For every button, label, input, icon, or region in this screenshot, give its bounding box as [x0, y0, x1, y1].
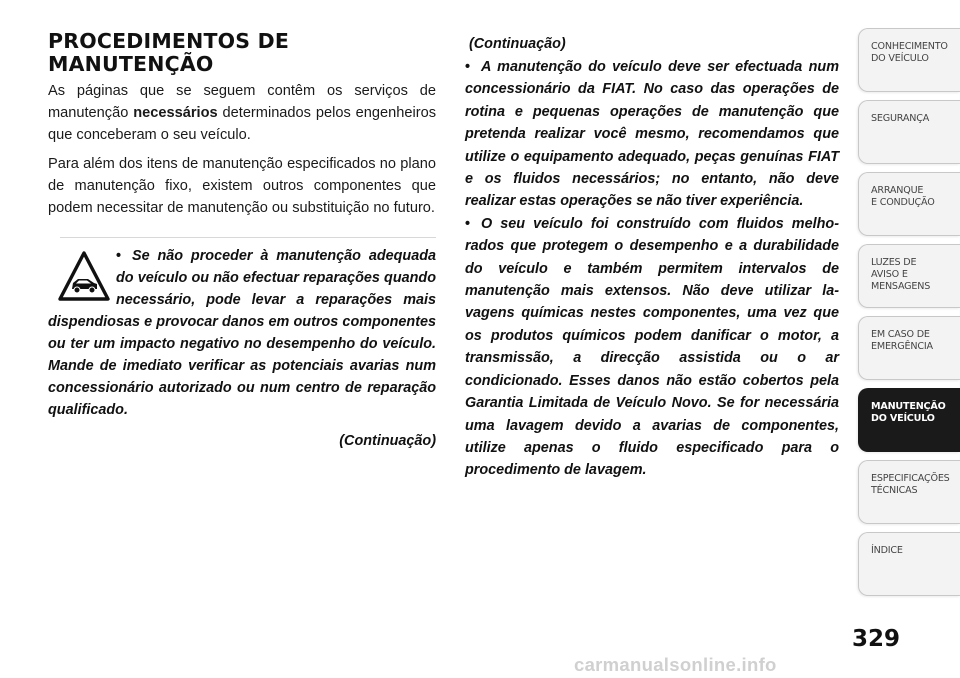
- tab-label: LUZES DE AVISO E MENSAGENS: [871, 257, 931, 292]
- watermark: carmanualsonline.info: [574, 654, 777, 675]
- tab-label: ÍNDICE: [871, 545, 903, 556]
- right-column: [465, 33, 839, 482]
- intro-paragraph: [48, 80, 436, 146]
- bullet-text-dealer: A manutenção do veículo deve ser efectuada num concessionário da FIAT. No caso das operações de rotina e pequenas operações de manutenção que pretenda realizar você mesmo, recomendamos que utilize o equipamento adequado, peças genuínas FIAT e os fluidos necessários; no entanto, não deve realizar estas operações se não tiver experiência.: [465, 59, 839, 210]
- tab-label: ESPECIFICAÇÕES TÉCNICAS: [871, 473, 950, 496]
- tab-safety[interactable]: [858, 100, 960, 164]
- section-title: PROCEDIMENTOS DE MANUTENÇÃO: [48, 29, 290, 76]
- warning-box: [48, 237, 436, 452]
- second-paragraph: Para além dos itens de manutenção especificados no plano de manutenção fixo, existem outros componentes que podem necessitar de manutenção ou substituição no futuro.: [48, 156, 436, 216]
- intro-text-start: As páginas que se seguem contêm os serviços de manutenção: [48, 83, 436, 121]
- page-number: 329: [852, 626, 901, 652]
- continued-heading: (Continuação): [469, 36, 566, 52]
- intro-text-end: determinados pelos engenheiros que conceberam o seu veículo.: [48, 105, 436, 143]
- tab-specifications[interactable]: [858, 460, 960, 524]
- warning-car-icon: [58, 250, 110, 302]
- warning-text: Se não proceder à manutenção adequada do veículo ou não efectuar reparações quando necessário, pode levar a reparações mais dispendiosas e provocar danos em outros componentes ou ter um impacto negativo no desempenho do veículo. Mande de imediato verificar as potenciais avarias num concessionário autorizado ou num centro de reparação qualificado.: [48, 248, 436, 418]
- tab-starting-driving[interactable]: [858, 172, 960, 236]
- tab-label: CONHECIMENTO DO VEÍCULO: [871, 41, 948, 64]
- tab-index[interactable]: [858, 532, 960, 596]
- tab-emergency[interactable]: [858, 316, 960, 380]
- left-column: [48, 30, 436, 452]
- bullet-item: [465, 213, 839, 482]
- tab-label: ARRANQUE E CONDUÇÃO: [871, 185, 935, 208]
- bullet-item: [465, 56, 839, 213]
- continued-label: (Continuação): [339, 433, 436, 449]
- tab-maintenance[interactable]: [858, 388, 960, 452]
- warning-bullet: •: [116, 248, 122, 264]
- tab-label: MANUTENÇÃO DO VEÍCULO: [871, 401, 946, 424]
- intro-bold-word: necessários: [133, 105, 218, 121]
- tab-warning-lights[interactable]: [858, 244, 960, 308]
- bullet-text-fluids: O seu veículo foi construído com fluidos melhorados que protegem o desempenho e a durabilidade do veículo e também permitem intervalos de manutenção mais extensos. Não deve utilizar lavagens químicas nestes componentes, uma vez que os produtos químicos podem danificar o motor, a transmissão, a direcção assistida ou o ar condicionado. Esses danos não estão cobertos pela Garantia Limitada de Veículo Novo. Se for necessária uma lavagem devido a avarias de componentes, utilize apenas o fluido especificado para o procedimento de lavagem.: [465, 215, 839, 479]
- tab-label: SEGURANÇA: [871, 113, 930, 124]
- chapter-tabs: [858, 28, 960, 604]
- tab-label: EM CASO DE EMERGÊNCIA: [871, 329, 933, 352]
- tab-vehicle-knowledge[interactable]: [858, 28, 960, 92]
- bullet-marker: •: [465, 59, 471, 75]
- bullet-marker: •: [465, 215, 471, 232]
